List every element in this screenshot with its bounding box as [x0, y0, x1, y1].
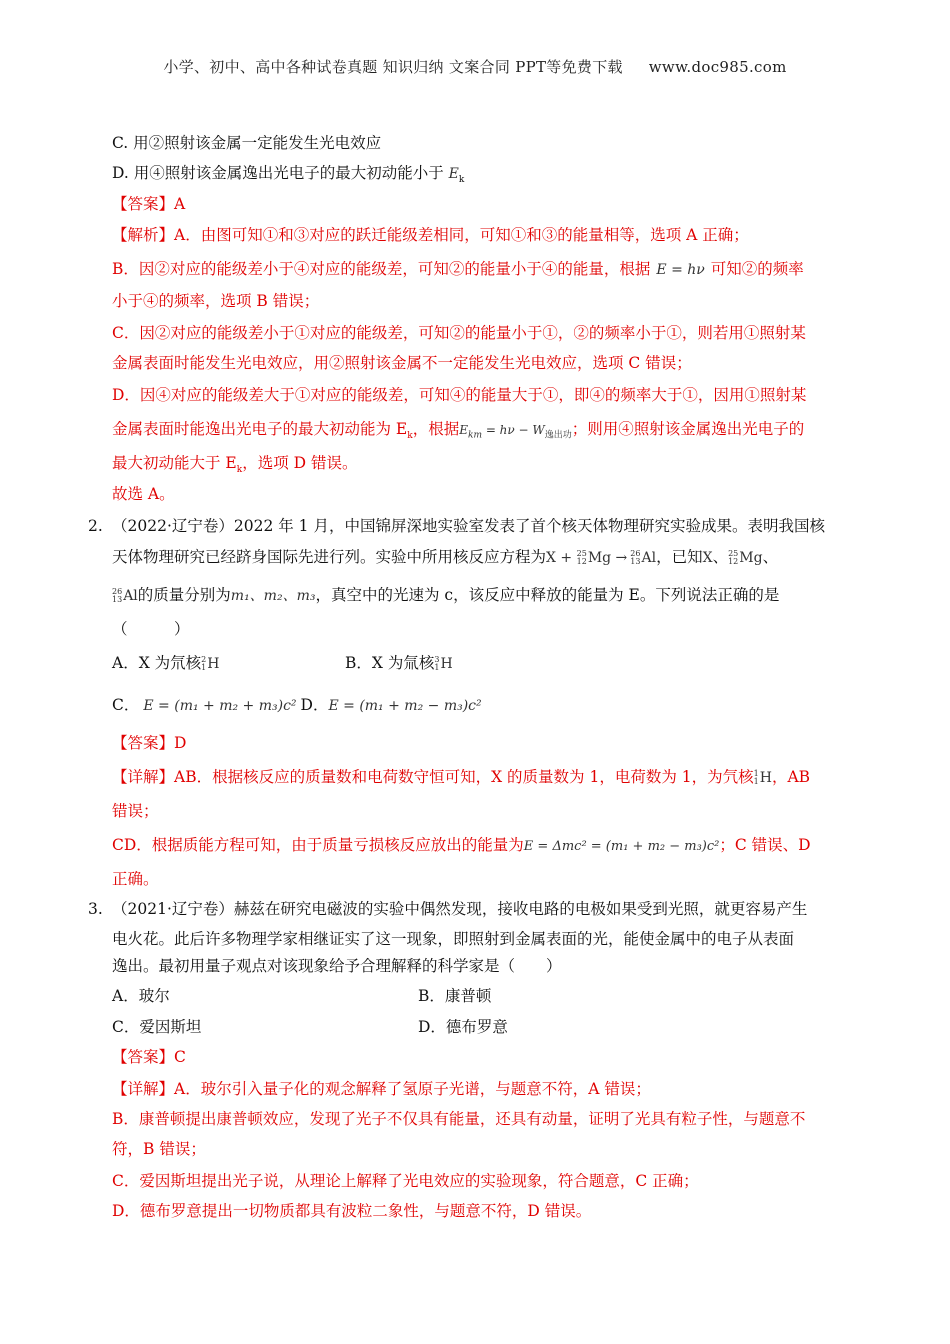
q2-explanation-ab-1: 【详解】AB．根据核反应的质量数和电荷数守恒可知，X 的质量数为 1，电荷数为 1，为氕核 1 1 H，AB: [112, 768, 811, 786]
q2-explanation-ab-2: 错误；: [112, 802, 159, 820]
q1-explanation-b-1: B．因②对应的能级差小于④对应的能级差，可知②的能量小于④的能量，根据 E = hν 可知②的频率: [112, 260, 804, 278]
q2-stem-line-2: 天体物理研究已经跻身国际先进行列。实验中所用核反应方程为X + 25 12 Mg → 26 13 Al，已知X、 25 12 Mg、: [112, 548, 779, 566]
q1-final-choice: 故选 A。: [112, 485, 175, 503]
q3-option-d: D．德布罗意: [418, 1018, 508, 1036]
q1-explanation-b-2: 小于④的频率，选项 B 错误；: [112, 292, 320, 310]
q2-option-c-formula: E = (m₁ + m₂ + m₃)c²: [143, 698, 297, 714]
q1-explanation-a: 【解析】A．由图可知①和③对应的跃迁能级差相同，可知①和③的能量相等，选项 A 正确；: [112, 226, 749, 244]
q2-option-a: A．X 为氘核 2 1 H: [112, 654, 220, 672]
q3-answer: 【答案】C: [112, 1048, 186, 1066]
q3-explanation-b-1: B．康普顿提出康普顿效应，发现了光子不仅具有能量，还具有动量，证明了光具有粒子性，与题意不: [112, 1110, 806, 1128]
q3-stem-line-1: （2021·辽宁卷）赫兹在研究电磁波的实验中偶然发现，接收电路的电极如果受到光照，就更容易产生: [112, 900, 808, 918]
q3-stem-line-2: 电火花。此后许多物理学家相继证实了这一现象，即照射到金属表面的光，能使金属中的电子从表面: [112, 930, 795, 948]
q2-number: 2.: [88, 517, 103, 535]
q2-answer: 【答案】D: [112, 734, 187, 752]
q3-explanation-b-2: 符，B 错误；: [112, 1140, 206, 1158]
q2-options-c-d: C． E = (m₁ + m₂ + m₃)c² D．E = (m₁ + m₂ − m₃)c²: [112, 696, 482, 714]
q2-stem-line-3: 26 13 Al的质量分别为m₁、m₂、m₃，真空中的光速为 c，该反应中释放的能量为 E。下列说法正确的是: [112, 586, 780, 604]
q2-option-b: B．X 为氚核 3 1 H: [345, 654, 453, 672]
q1-explanation-d-1: D．因④对应的能级差大于①对应的能级差，可知④的能量大于①，即④的频率大于①，因用①照射某: [112, 386, 807, 404]
q3-option-c: C．爱因斯坦: [112, 1018, 202, 1036]
formula-ekm: $E_{km} = h\nu - W_{逸出功}$: [459, 423, 572, 441]
q1-option-c: C. 用②照射该金属一定能发生光电效应: [112, 134, 382, 152]
q3-explanation-d: D．德布罗意提出一切物质都具有波粒二象性，与题意不符，D 错误。: [112, 1202, 592, 1220]
formula-e-hv: E = hν: [656, 262, 705, 278]
header-url[interactable]: www.doc985.com: [648, 58, 787, 76]
q1-answer: 【答案】A: [112, 195, 186, 213]
q3-explanation-c: C．爱因斯坦提出光子说，从理论上解释了光电效应的实验现象，符合题意，C 正确；: [112, 1172, 699, 1190]
page-header: [0, 56, 950, 77]
q1-explanation-d-2: 金属表面时能逸出光电子的最大初动能为 $E_k$，根据$E_{km} = h\nu - W_{逸出功}$；则用④照射该金属逸出光电子的: [112, 420, 805, 442]
q2-explanation-cd-2: 正确。: [112, 870, 159, 888]
q1-explanation-c-2: 金属表面时能发生光电效应，用②照射该金属不一定能发生光电效应，选项 C 错误；: [112, 354, 692, 372]
q1-explanation-c-1: C．因②对应的能级差小于①对应的能级差，可知②的能量小于①，②的频率小于①，则若用①照射某: [112, 324, 806, 342]
header-text: 小学、初中、高中各种试卷真题 知识归纳 文案合同 PPT等免费下载: [163, 58, 623, 76]
mass-symbols: m₁、m₂、m₃: [230, 588, 316, 604]
q1-option-d: D. 用④照射该金属逸出光电子的最大初动能小于 $E_k$: [112, 164, 465, 186]
q2-explanation-cd-1: CD．根据质能方程可知，由于质量亏损核反应放出的能量为E = Δmc² = (m₁ + m₂ − m₃)c²；C 错误、D: [112, 836, 811, 854]
q3-explanation-a: 【详解】A．玻尔引入量子化的观念解释了氢原子光谱，与题意不符，A 错误；: [112, 1080, 651, 1098]
q3-number: 3.: [88, 900, 103, 918]
q1-explanation-d-3: 最大初动能大于 $E_k$，选项 D 错误。: [112, 454, 358, 476]
q2-answer-blank: （ ）: [112, 620, 190, 638]
q3-option-b: B．康普顿: [418, 987, 492, 1005]
q3-option-a: A．玻尔: [112, 987, 170, 1005]
mass-energy-formula: E = Δmc² = (m₁ + m₂ − m₃)c²: [523, 839, 720, 854]
q3-stem-line-3: 逸出。最初用量子观点对该现象给予合理解释的科学家是（ ）: [112, 957, 562, 975]
reaction-equation: X + 25 12 Mg → 26 13 Al: [546, 549, 657, 566]
q2-stem-line-1: （2022·辽宁卷）2022 年 1 月，中国锦屏深地实验室发表了首个核天体物理研究实验成果。表明我国核: [112, 517, 825, 535]
q2-option-d-formula: E = (m₁ + m₂ − m₃)c²: [328, 698, 482, 714]
